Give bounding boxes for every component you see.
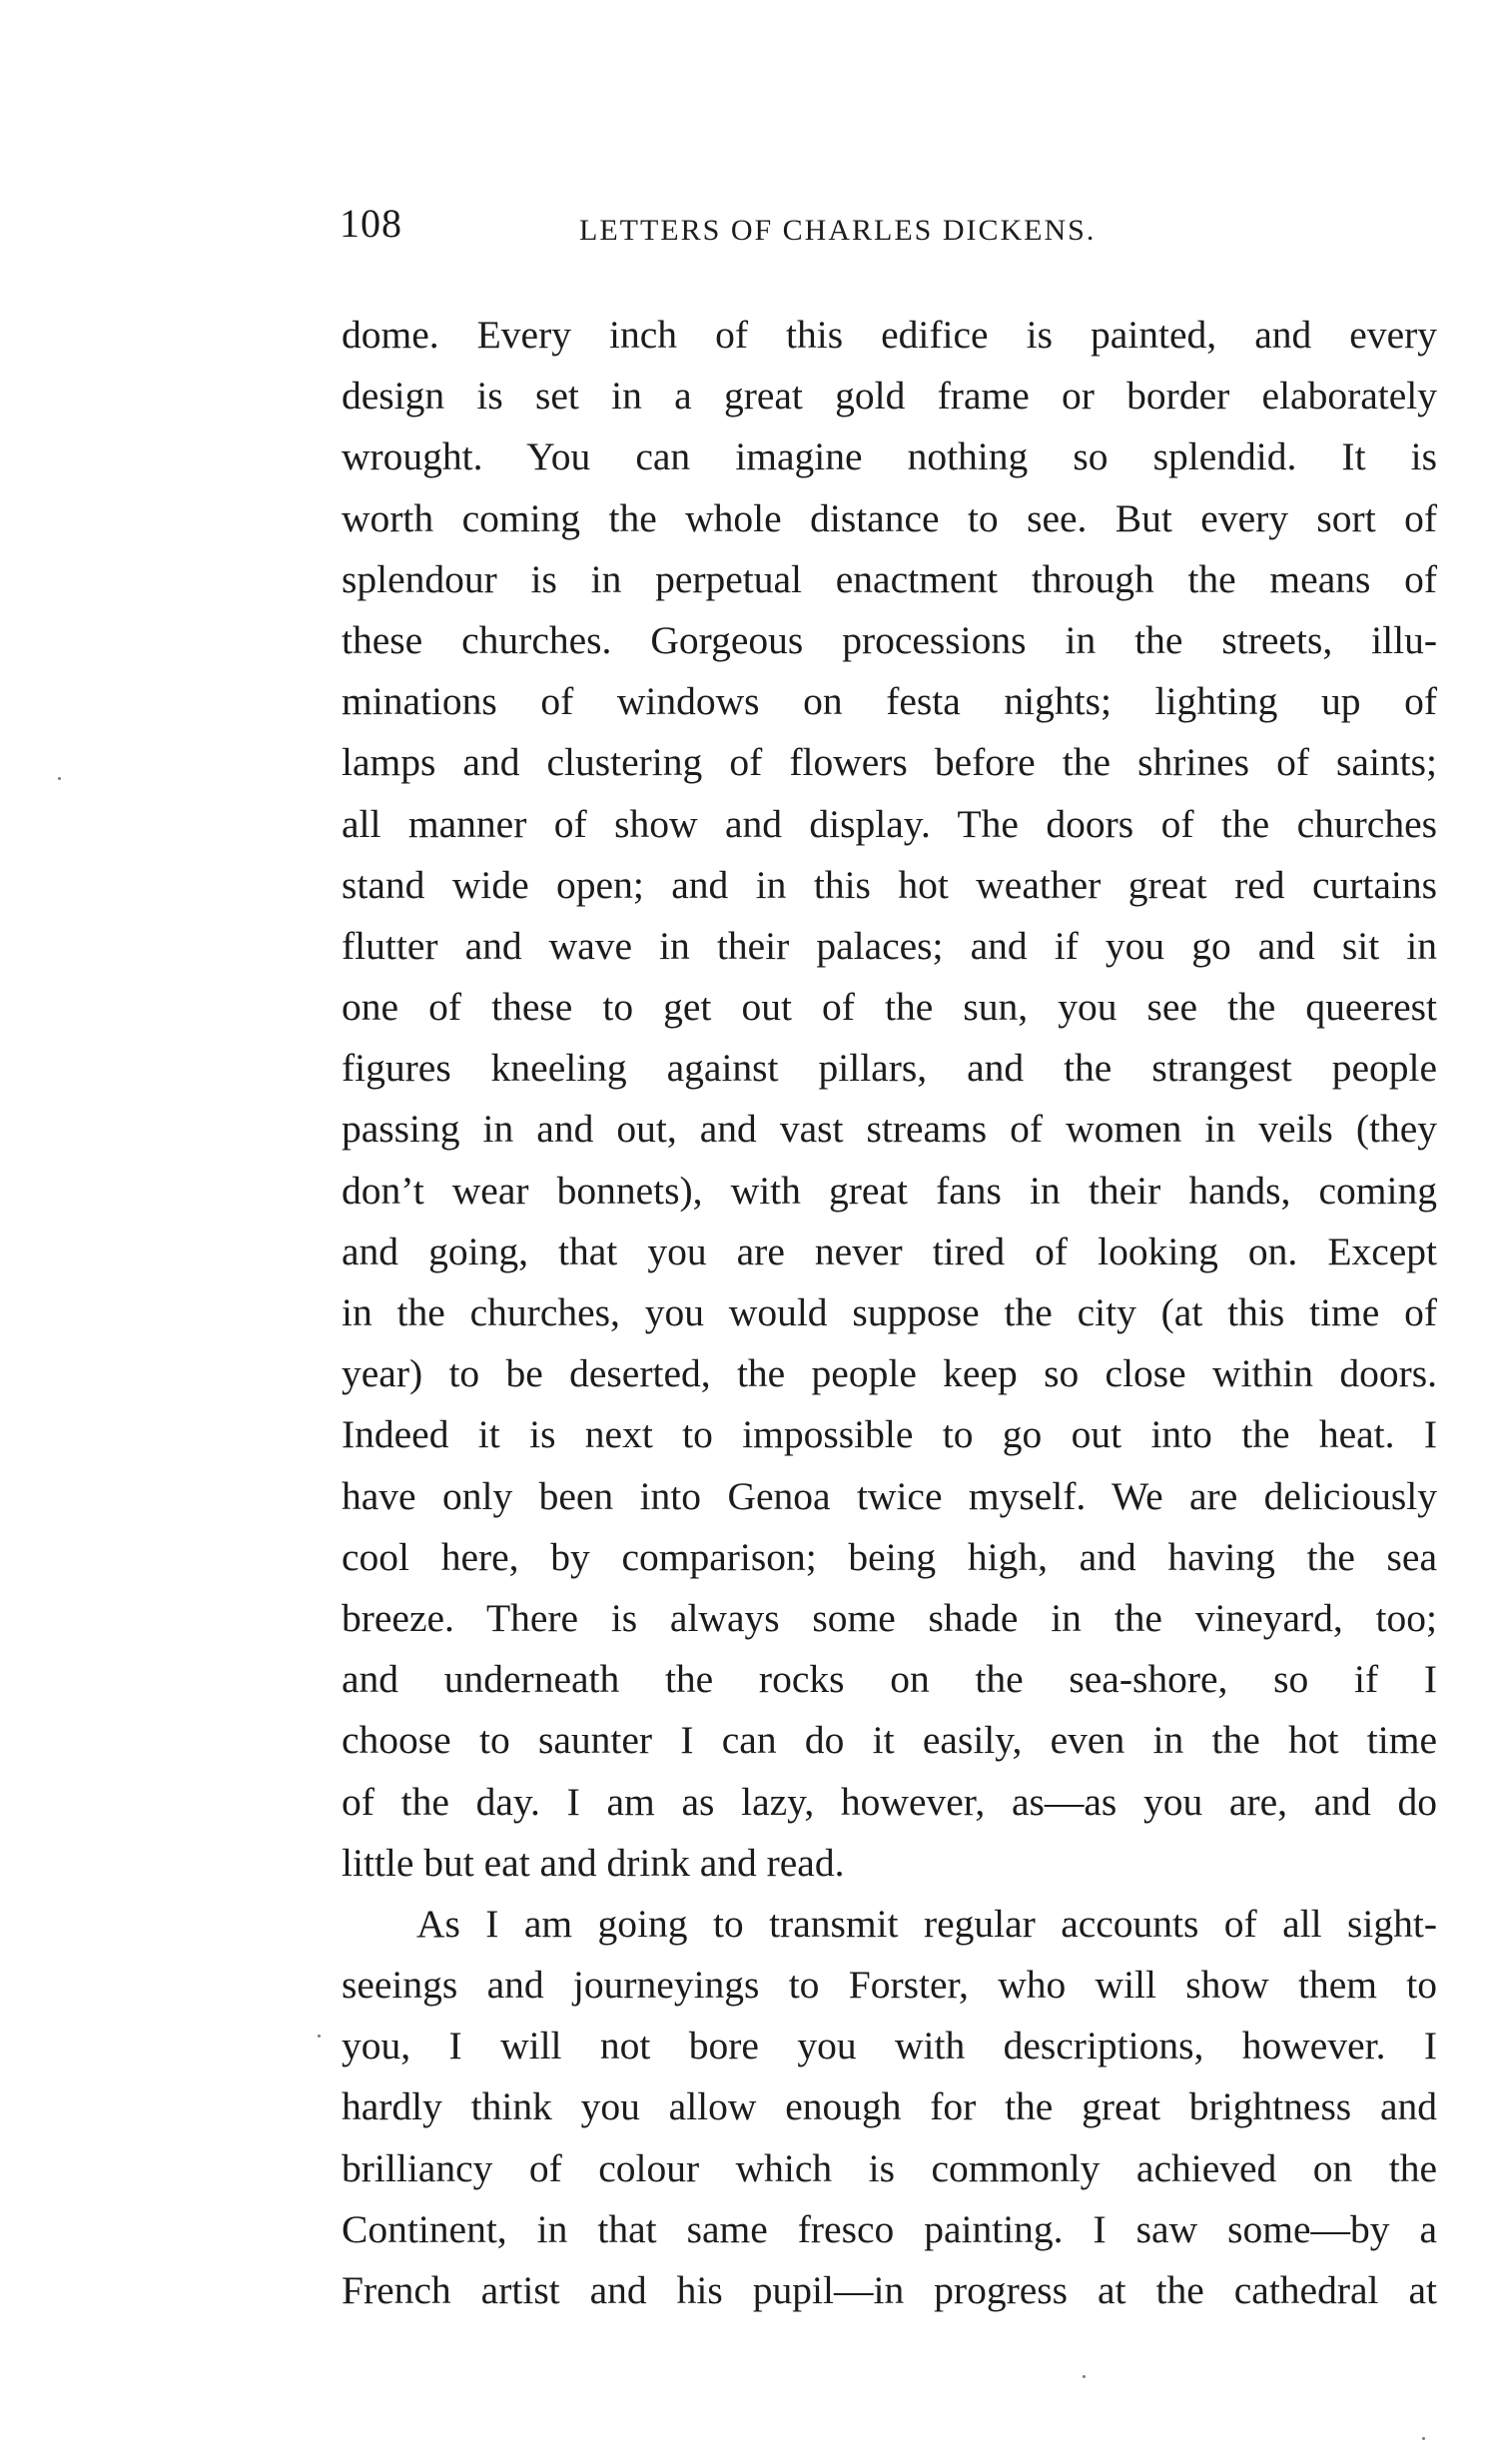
text-line: don’t wear bonnets), with great fans in their hands, coming (342, 1168, 1437, 1213)
paper-speck (318, 2035, 321, 2038)
paragraph-1 (342, 305, 1437, 1894)
text-line: these churches. Gorgeous processions in the streets, illu- (342, 617, 1437, 662)
text-line: seeings and journeyings to Forster, who will show them to (342, 1963, 1437, 2008)
text-line: year) to be deserted, the people keep so close within doors. (342, 1351, 1437, 1396)
text-line: flutter and wave in their palaces; and if you go and sit in (342, 923, 1437, 968)
text-line: of the day. I am as lazy, however, as—as you are, and do (342, 1779, 1437, 1824)
text-line: one of these to get out of the sun, you see the queerest (342, 985, 1437, 1030)
text-line: design is set in a great gold frame or border elaborately (342, 374, 1437, 418)
paper-speck (1422, 2437, 1425, 2440)
text-line: cool here, by comparison; being high, and having the sea (342, 1534, 1437, 1579)
text-line: little but eat and drink and read. (342, 1840, 845, 1885)
text-line: and underneath the rocks on the sea-shore, so if I (342, 1657, 1437, 1702)
paper-speck (1083, 2375, 1086, 2378)
text-line: all manner of show and display. The doors of the churches (342, 801, 1437, 846)
text-line: passing in and out, and vast streams of women in veils (they (342, 1107, 1437, 1152)
page-number: 108 (340, 201, 402, 246)
text-line: stand wide open; and in this hot weather great red curtains (342, 862, 1437, 907)
text-line: breeze. There is always some shade in the vineyard, too; (342, 1595, 1437, 1640)
text-line: brilliancy of colour which is commonly achieved on the (342, 2145, 1437, 2190)
paragraph-2 (342, 1894, 1437, 2321)
paper-speck (58, 777, 61, 780)
text-line: hardly think you allow enough for the great brightness and (342, 2084, 1437, 2129)
text-line: dome. Every inch of this edifice is painted, and every (342, 313, 1437, 357)
text-line: French artist and his pupil—in progress at the cathedral at (342, 2268, 1437, 2312)
text-line: have only been into Genoa twice myself. We are deliciously (342, 1473, 1437, 1518)
text-line: lamps and clustering of flowers before the shrines of saints; (342, 740, 1437, 785)
page-header (340, 200, 1438, 260)
text-line: choose to saunter I can do it easily, even in the hot time (342, 1718, 1437, 1763)
text-line: minations of windows on festa nights; lighting up of (342, 679, 1437, 724)
text-line: As I am going to transmit regular accounts of all sight- (416, 1901, 1437, 1946)
running-title: LETTERS OF CHARLES DICKENS. (579, 214, 1097, 247)
text-line: in the churches, you would suppose the city (at this time of (342, 1290, 1437, 1334)
body-text (342, 305, 1437, 2321)
text-line: and going, that you are never tired of looking on. Except (342, 1229, 1437, 1273)
text-line: splendour is in perpetual enactment through the means of (342, 556, 1437, 601)
text-line: worth coming the whole distance to see. But every sort of (342, 495, 1437, 540)
text-line: wrought. You can imagine nothing so splendid. It is (342, 434, 1437, 479)
text-line: figures kneeling against pillars, and the strangest people (342, 1046, 1437, 1091)
text-line: you, I will not bore you with descriptions, however. I (342, 2024, 1437, 2068)
text-line: Continent, in that same fresco painting. I saw some—by a (342, 2206, 1437, 2251)
text-line: Indeed it is next to impossible to go out into the heat. I (342, 1412, 1437, 1457)
